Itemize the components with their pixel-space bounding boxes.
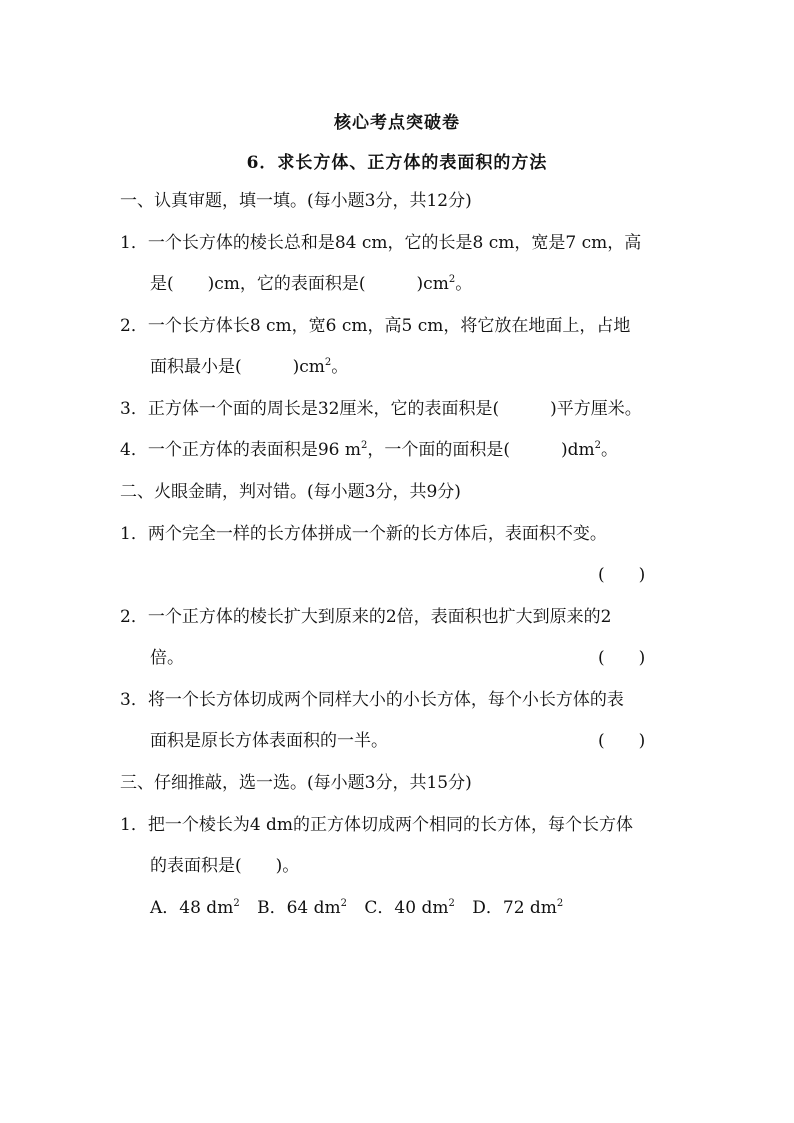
question-2-2-line2: 倍。	[150, 648, 184, 668]
option-b[interactable]: B．64 $dm^2$	[257, 898, 348, 918]
question-1-1-line2: 是( )cm，它的表面积是( )$cm^2$。	[150, 274, 473, 294]
question-2-3-line2: 面积是原长方体表面积的一半。	[150, 731, 388, 751]
question-2-2-line1: 2．一个正方体的棱长扩大到原来的2倍，表面积也扩大到原来的2	[120, 607, 612, 627]
answer-paren-2-1[interactable]: ( )	[598, 565, 646, 585]
option-c[interactable]: C．40 $dm^2$	[364, 898, 455, 918]
answer-paren-2-3[interactable]: ( )	[598, 731, 646, 751]
worksheet-subtitle: 6．求长方体、正方体的表面积的方法	[246, 153, 548, 173]
answer-paren-2-2[interactable]: ( )	[598, 648, 646, 668]
section-1-heading: 一、认真审题，填一填。(每小题3分，共12分)	[120, 191, 472, 211]
option-d[interactable]: D．72 $dm^2$	[472, 898, 564, 918]
question-3-1-line1: 1．把一个棱长为4 dm的正方体切成两个相同的长方体，每个长方体	[120, 815, 634, 835]
option-a[interactable]: A．48 $dm^2$	[150, 898, 240, 918]
section-3-heading: 三、仔细推敲，选一选。(每小题3分，共15分)	[120, 773, 472, 793]
worksheet-title: 核心考点突破卷	[334, 113, 460, 133]
question-1-2-line2: 面积最小是( )$cm^2$。	[150, 357, 349, 377]
question-1-4: 4．一个正方体的表面积是96 $m^2$，一个面的面积是( )$dm^2$。	[120, 440, 619, 460]
question-2-3-line1: 3．将一个长方体切成两个同样大小的小长方体，每个小长方体的表	[120, 690, 624, 710]
question-2-1-line1: 1．两个完全一样的长方体拼成一个新的长方体后，表面积不变。	[120, 524, 607, 544]
question-3-1-options	[150, 896, 575, 920]
section-2-heading: 二、火眼金睛，判对错。(每小题3分，共9分)	[120, 482, 461, 502]
question-3-1-line2: 的表面积是( )。	[150, 856, 300, 876]
question-1-3: 3．正方体一个面的周长是32厘米，它的表面积是( )平方厘米。	[120, 399, 642, 419]
question-1-1-line1: 1．一个长方体的棱长总和是84 cm，它的长是8 cm，宽是7 cm，高	[120, 233, 642, 253]
question-1-2-line1: 2．一个长方体长8 cm，宽6 cm，高5 cm，将它放在地面上，占地	[120, 316, 631, 336]
